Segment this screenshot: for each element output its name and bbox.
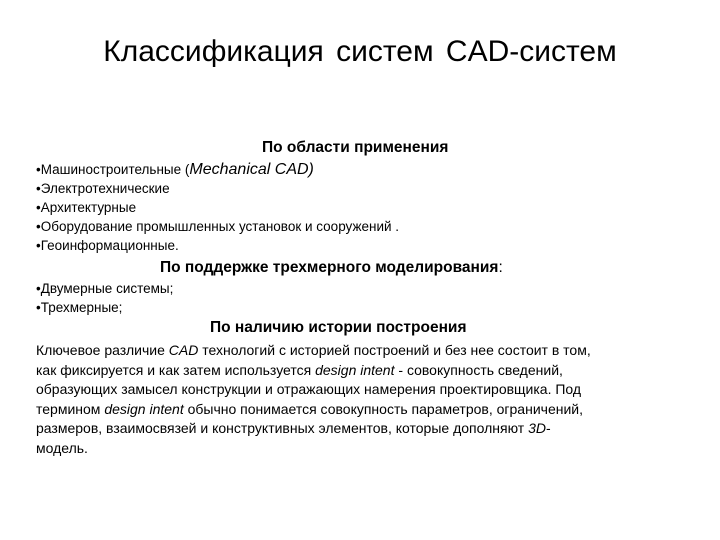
text-run: обычно понимается совокупность параметров, ограничений,	[183, 400, 583, 417]
text-run: термином	[36, 400, 105, 417]
list-item	[36, 279, 173, 298]
text-run-italic: design intent	[104, 400, 184, 417]
text-run: размеров, взаимосвязей и конструктивных элементов, которые дополняют	[36, 420, 529, 436]
list-item	[36, 236, 399, 255]
bullet: •	[36, 238, 41, 253]
bullet: •	[36, 162, 41, 177]
application-area-list	[36, 160, 399, 255]
text-run-italic: design intent	[315, 361, 395, 378]
bullet: •	[36, 219, 41, 234]
paragraph-line	[36, 419, 686, 439]
heading-3d-support	[160, 258, 503, 278]
heading-3d-support-text: По поддержке трехмерного моделирования	[160, 259, 499, 276]
slide-title: Классификация систем CAD-систем	[103, 35, 617, 68]
text-run: технологий с историей построений и без нее состоит в том,	[198, 342, 591, 358]
3d-support-list	[36, 279, 173, 317]
text-run: как фиксируется и как затем используется	[36, 361, 316, 378]
text-run-italic: 3D	[528, 420, 546, 436]
paragraph-line	[36, 341, 686, 361]
list-item	[36, 179, 399, 198]
list-item-text: Геоинформационные.	[40, 238, 179, 253]
list-item-latin-text: Mechanical CAD)	[189, 161, 314, 178]
list-item	[36, 198, 399, 217]
bullet: •	[36, 181, 41, 196]
list-item-text: Трехмерные;	[40, 300, 123, 315]
list-item	[36, 160, 399, 179]
paragraph-line: модель.	[36, 439, 88, 456]
list-item	[36, 298, 173, 317]
heading-3d-support-colon: :	[498, 259, 503, 276]
list-item-text: Машиностроительные (	[40, 162, 190, 177]
paragraph-line: образующих замысел конструкции и отражающих намерения проектировщика. Под	[36, 381, 582, 397]
list-item-text: Электротехнические	[40, 181, 170, 196]
bullet: •	[36, 300, 41, 315]
text-run: Ключевое различие	[36, 342, 169, 358]
list-item-text: Архитектурные	[40, 200, 137, 215]
text-run-italic: CAD	[168, 342, 199, 358]
list-item-text: Двумерные системы;	[40, 281, 174, 296]
bullet: •	[36, 200, 41, 215]
heading-build-history: По наличию истории построения	[210, 319, 467, 336]
bullet: •	[36, 281, 41, 296]
build-history-paragraph	[36, 341, 686, 458]
text-run: - совокупность сведений,	[394, 361, 563, 378]
heading-application-area: По области применения	[262, 139, 449, 156]
paragraph-line	[36, 400, 686, 420]
paragraph-line	[36, 361, 686, 381]
list-item	[36, 217, 399, 236]
list-item-text: Оборудование промышленных установок и сооружений .	[40, 219, 400, 234]
text-run: -	[545, 420, 551, 436]
